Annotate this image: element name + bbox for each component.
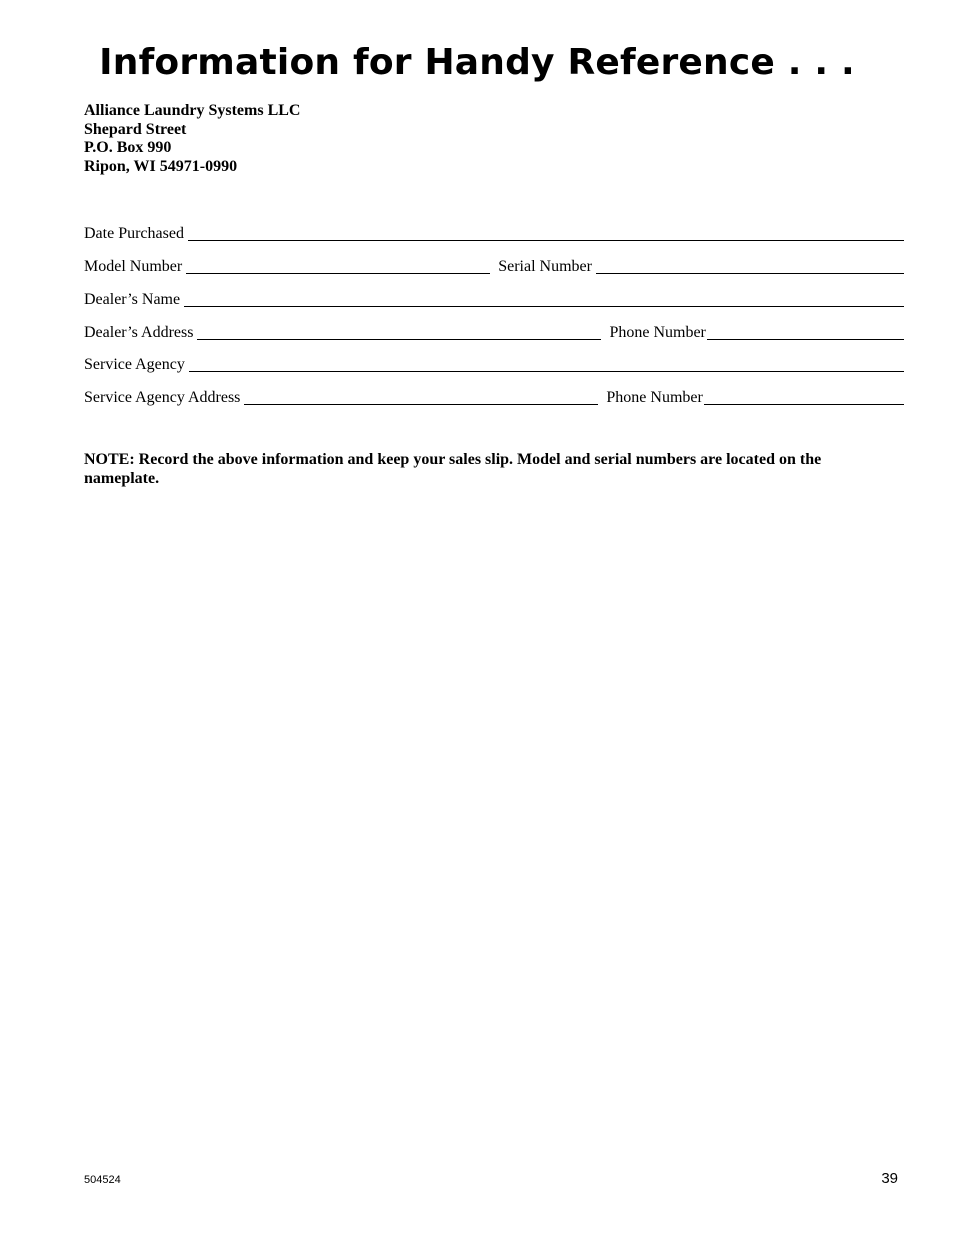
company-street: Shepard Street [84,120,187,138]
company-name: Alliance Laundry Systems LLC [84,102,301,119]
date-purchased-row [84,222,904,244]
dealers-name-label: Dealer’s Name [84,291,181,308]
service-agency-phone-label: Phone Number [606,389,703,406]
service-agency-address-label: Service Agency Address [84,389,241,406]
service-agency-label: Service Agency [84,356,185,373]
dealer-phone-field[interactable] [707,339,904,340]
service-agency-address-row [84,386,904,408]
company-po-box: P.O. Box 990 [84,139,172,156]
dealers-address-field[interactable] [197,339,601,340]
dealers-name-field[interactable] [184,306,904,307]
company-address [84,102,300,176]
dealers-address-row [84,321,904,343]
note-text: NOTE: Record the above information and keep your sales slip. Model and serial numbers are located on the nameplate. [84,451,822,487]
page-number: 39 [881,1170,898,1187]
serial-number-field[interactable] [596,273,904,274]
service-agency-row [84,353,904,375]
service-agency-phone-field[interactable] [704,404,904,405]
date-purchased-field[interactable] [188,240,904,241]
serial-number-label: Serial Number [498,258,592,275]
model-number-field[interactable] [186,273,490,274]
page-title: Information for Handy Reference . . . [99,42,855,83]
date-purchased-label: Date Purchased [84,225,184,242]
service-agency-address-field[interactable] [244,404,598,405]
company-city: Ripon, WI 54971-0990 [84,157,238,175]
model-number-label: Model Number [84,258,183,275]
service-agency-field[interactable] [189,371,904,372]
dealers-address-label: Dealer’s Address [84,324,194,341]
model-serial-row [84,255,904,277]
document-number: 504524 [84,1174,121,1186]
dealers-name-row [84,288,904,310]
dealer-phone-label: Phone Number [609,324,706,341]
